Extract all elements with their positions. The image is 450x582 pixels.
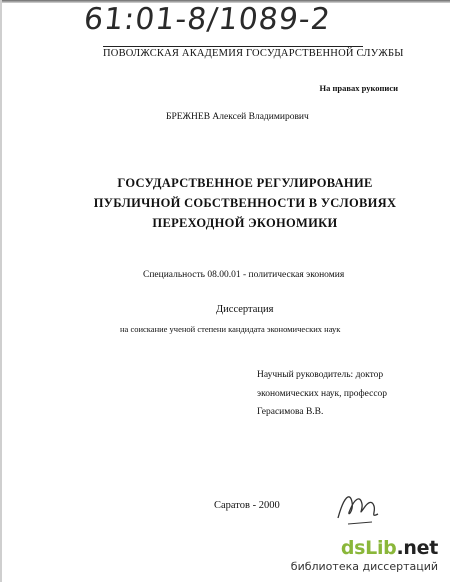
handwritten-archive-code: 61:01-8/1089-2 (82, 2, 333, 37)
title-line: ПЕРЕХОДНОЙ ЭКОНОМИКИ (152, 216, 338, 230)
specialty-line: Специальность 08.00.01 - политическая экономия (143, 270, 345, 280)
advisor-line: Научный руководитель: доктор (257, 370, 384, 380)
city-year: Саратов - 2000 (214, 500, 280, 511)
scan-edge-left (0, 0, 2, 582)
manuscript-note: На правах рукописи (319, 83, 398, 93)
degree-line: на соискание ученой степени кандидата экономических наук (120, 324, 341, 334)
academy-name: ПОВОЛЖСКАЯ АКАДЕМИЯ ГОСУДАРСТВЕННОЙ СЛУЖБЫ (103, 48, 404, 59)
dslib-watermark (291, 537, 438, 573)
title-line: ГОСУДАРСТВЕННОЕ РЕГУЛИРОВАНИЕ (117, 176, 373, 190)
author-name: БРЕЖНЕВ Алексей Владимирович (166, 112, 309, 122)
thesis-title (60, 173, 430, 233)
advisor-line: экономических наук, профессор (257, 389, 388, 399)
document-type: Диссертация (216, 304, 274, 315)
dslib-logo: dsLib.net (340, 537, 438, 559)
dslib-subtitle: библиотека диссертаций (290, 560, 438, 573)
handwritten-signature (334, 488, 382, 526)
advisor-name: Герасимова В.В. (257, 407, 324, 417)
title-line: ПУБЛИЧНОЙ СОБСТВЕННОСТИ В УСЛОВИЯХ (93, 196, 397, 210)
